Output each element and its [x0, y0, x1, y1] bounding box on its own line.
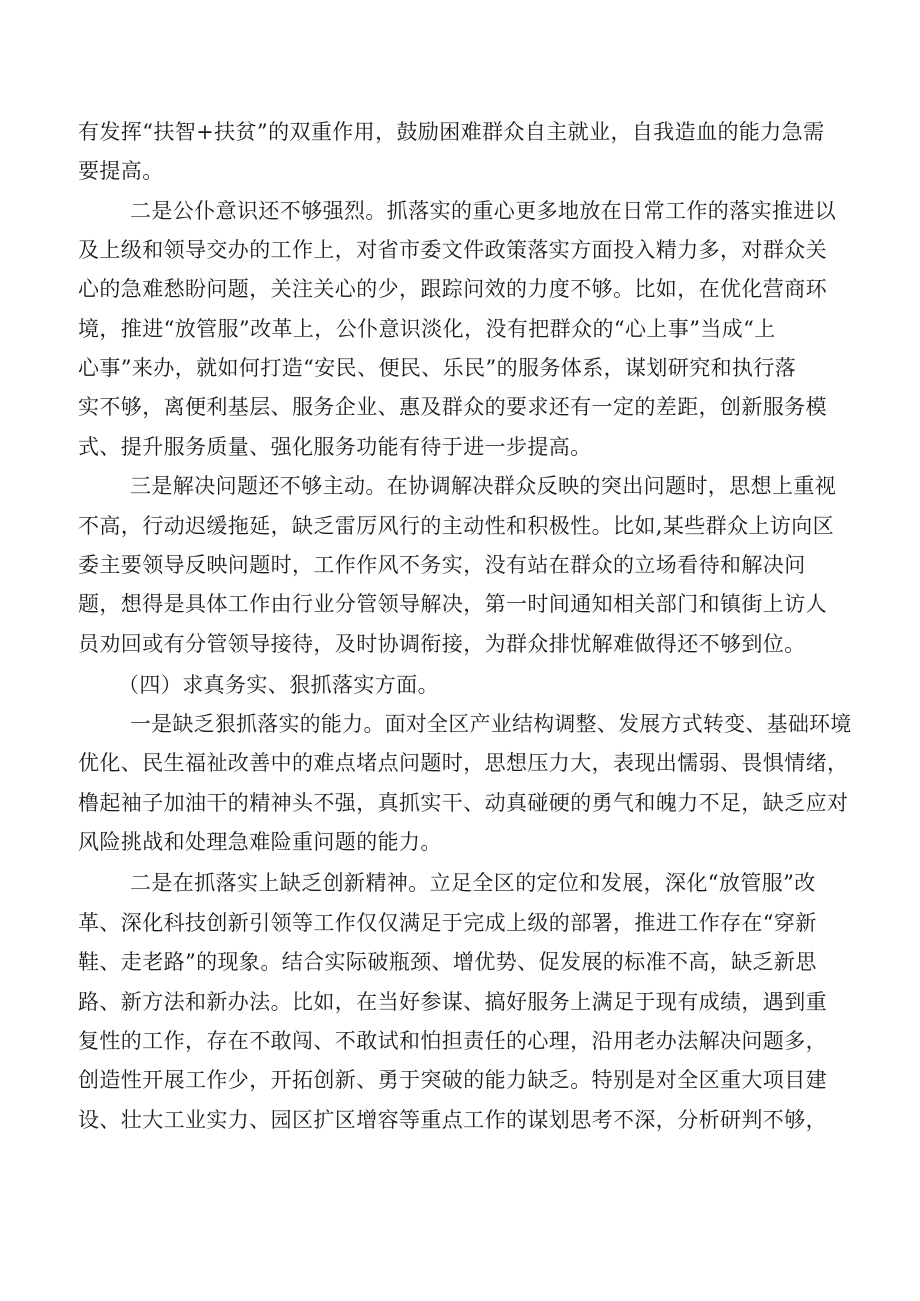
text-line: 式、提升服务质量、强化服务功能有待于进一步提高。: [78, 435, 592, 459]
text-line: 题，想得是具体工作由行业分管领导解决，第一时间通知相关部门和镇街上访人: [78, 592, 827, 616]
section-heading: （四）求真务实、狠抓落实方面。: [118, 673, 439, 697]
text-line: 鞋、走老路”的现象。结合实际破瓶颈、增优势、促发展的标准不高，缺乏新思: [78, 950, 817, 974]
text-line: 橹起袖子加油干的精神头不强，真抓实干、动真碰硬的勇气和魄力不足，缺乏应对: [78, 791, 849, 815]
text-line: 有发挥“扶智+扶贫”的双重作用，鼓励困难群众自主就业，自我造血的能力急需: [78, 120, 825, 144]
text-line: 不高，行动迟缓拖延，缺乏雷厉风行的主动性和积极性。比如,某些群众上访向区: [78, 514, 835, 538]
text-line: 二是在抓落实上缺乏创新精神。立足全区的定位和发展，深化“放管服”改: [130, 871, 816, 895]
text-line: 二是公仆意识还不够强烈。抓落实的重心更多地放在日常工作的落实推进以: [130, 199, 837, 223]
text-line: 优化、民生福祉改善中的难点堵点问题时，思想压力大，表现出懦弱、畏惧情绪，: [78, 751, 849, 775]
text-line: 心的急难愁盼问题，关注关心的少，跟踪问效的力度不够。比如，在优化营商环: [78, 277, 827, 301]
text-line: 风险挑战和处理急难险重问题的能力。: [78, 830, 442, 854]
text-line: 创造性开展工作少，开拓创新、勇于突破的能力缺乏。特别是对全区重大项目建: [78, 1068, 827, 1092]
text-line: 复性的工作，存在不敢闯、不敢试和怕担责任的心理，沿用老办法解决问题多，: [78, 1029, 827, 1053]
text-line: 革、深化科技创新引领等工作仅仅满足于完成上级的部署，推进工作存在“穿新: [78, 911, 817, 935]
text-line: 及上级和领导交办的工作上，对省市委文件政策落实方面投入精力多，对群众关: [78, 238, 827, 262]
text-line: 员劝回或有分管领导接待，及时协调衔接，为群众排忧解难做得还不够到位。: [78, 632, 806, 656]
text-line: 境，推进“放管服”改革上，公仆意识淡化，没有把群众的“心上事”当成“上: [78, 317, 776, 341]
text-line: 设、壮大工业实力、园区扩区增容等重点工作的谋划思考不深，分析研判不够，: [78, 1108, 827, 1132]
text-line: 要提高。: [78, 159, 164, 183]
text-line: 路、新方法和新办法。比如，在当好参谋、搞好服务上满足于现有成绩，遇到重: [78, 990, 827, 1014]
text-line: 委主要领导反映问题时，工作作风不务实，没有站在群众的立场看待和解决问: [78, 553, 806, 577]
text-line: 心事”来办，就如何打造“安民、便民、乐民”的服务体系，谋划研究和执行落: [78, 356, 797, 380]
text-line: 一是缺乏狠抓落实的能力。面对全区产业结构调整、发展方式转变、基础环境: [130, 712, 852, 736]
text-line: 实不够，离便利基层、服务企业、惠及群众的要求还有一定的差距，创新服务模: [78, 395, 827, 419]
text-line: 三是解决问题还不够主动。在协调解决群众反映的突出问题时，思想上重视: [130, 474, 837, 498]
